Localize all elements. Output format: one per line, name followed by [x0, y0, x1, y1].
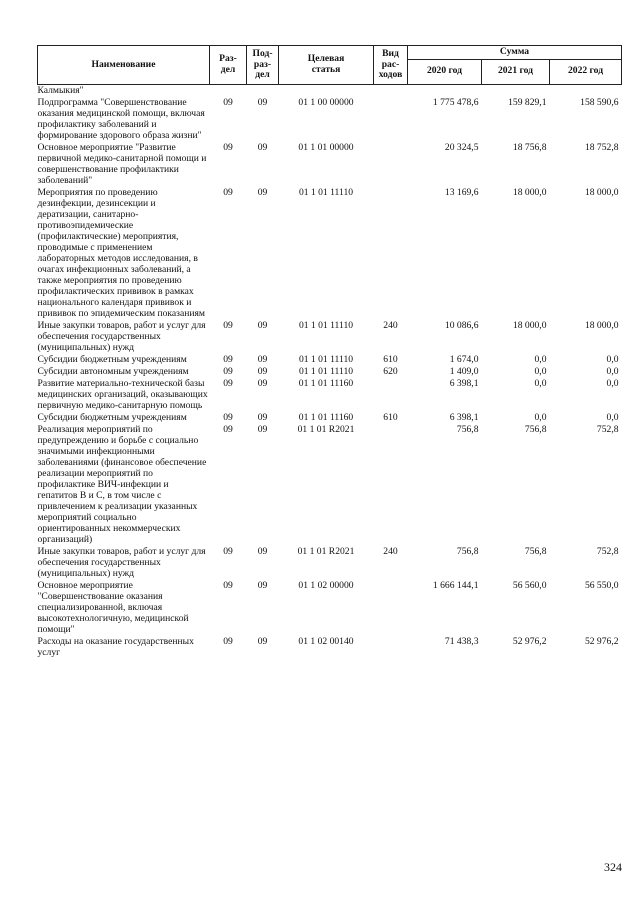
- row-celevaya: 01 1 01 00000: [298, 141, 354, 153]
- row-vid: [374, 142, 408, 187]
- row-razdel: 09: [223, 545, 233, 557]
- row-podrazdel: 09: [257, 411, 268, 423]
- row-vid: [374, 84, 408, 97]
- table-row: [38, 97, 622, 142]
- row-podrazdel: 09: [257, 545, 268, 557]
- table-header: [38, 46, 622, 85]
- row-podrazdel: 09: [257, 353, 268, 365]
- row-celevaya: 01 1 01 R2021: [297, 545, 355, 557]
- row-podrazdel: 09: [257, 579, 268, 591]
- row-celevaya: 01 1 01 11110: [298, 186, 354, 198]
- row-sum-2020: 756,8: [456, 545, 479, 557]
- row-name: Субсидии бюджетным учреждениям: [37, 353, 187, 365]
- row-sum-2020: 756,8: [456, 423, 479, 435]
- row-vid: [374, 187, 408, 320]
- row-name: Мероприятия по проведению дезинфекции, дезинсекции и дератизации, санитарно-противоэпидемические (профилактические) мероприятия, проводимые с применением лабораторных методов исследования, в очагах инфекционных заболеваний, а также мероприятия по проведению профилактических прививок в рамках национального календаря прививок и прививок по эпидемическим показаниям: [37, 186, 205, 319]
- row-sum-2020: 10 086,6: [444, 319, 479, 331]
- header-name: Наименование: [38, 46, 210, 85]
- row-vid: 610: [383, 353, 398, 365]
- header-summa: Сумма: [408, 46, 622, 60]
- row-name: Иные закупки товаров, работ и услуг для обеспечения государственных (муниципальных) нужд: [37, 319, 206, 353]
- row-podrazdel: 09: [257, 96, 268, 108]
- row-celevaya: 01 1 01 11110: [298, 319, 354, 331]
- row-name: Основное мероприятие "Совершенствование оказания специализированной, включая высокотехнологичную, медицинской помощи": [37, 579, 189, 635]
- row-sum-2020: 71 438,3: [444, 635, 479, 647]
- row-sum-2022: 0,0: [606, 411, 619, 423]
- row-sum-2021: 756,8: [524, 423, 547, 435]
- row-sum-2021: 0,0: [534, 353, 547, 365]
- row-podrazdel: 09: [257, 365, 268, 377]
- row-sum-2021: [482, 84, 550, 97]
- row-vid: 620: [383, 365, 398, 377]
- row-vid: [374, 636, 408, 659]
- row-sum-2021: 0,0: [534, 365, 547, 377]
- row-sum-2020: 1 666 144,1: [432, 579, 479, 591]
- row-vid: 610: [383, 411, 398, 423]
- row-sum-2021: 756,8: [524, 545, 547, 557]
- row-sum-2022: 0,0: [606, 377, 619, 389]
- row-sum-2022: 0,0: [606, 353, 619, 365]
- table-row: [38, 580, 622, 636]
- row-sum-2022: [550, 84, 622, 97]
- row-vid: [374, 97, 408, 142]
- row-sum-2022: 752,8: [596, 423, 619, 435]
- row-vid: [374, 580, 408, 636]
- row-sum-2021: 0,0: [534, 411, 547, 423]
- row-sum-2021: 52 976,2: [512, 635, 547, 647]
- table-row: [38, 636, 622, 659]
- row-celevaya: 01 1 01 11160: [298, 411, 354, 423]
- row-sum-2021: 159 829,1: [508, 96, 547, 108]
- row-sum-2020: 13 169,6: [444, 186, 479, 198]
- row-name: Реализация мероприятий по предупреждению и борьбе с социально значимыми инфекционными заболеваниями (финансовое обеспечение реализации мероприятий по профилактике ВИЧ-инфекции и гепатитов В и С, в том числе с привлечением к реализации указанных мероприятий социально ориентированных некоммерческих организаций): [37, 423, 207, 545]
- row-celevaya: 01 1 02 00000: [298, 579, 354, 591]
- row-name: Калмыкия": [37, 84, 84, 96]
- row-razdel: [210, 84, 247, 97]
- row-vid: 240: [383, 545, 398, 557]
- table-row: [38, 378, 622, 412]
- table-row: [38, 187, 622, 320]
- row-celevaya: 01 1 01 11110: [298, 353, 354, 365]
- row-razdel: 09: [223, 96, 233, 108]
- row-name: Подпрограмма "Совершенствование оказания медицинской помощи, включая профилактику заболеваний и формирование здорового образа жизни": [37, 96, 205, 141]
- table-row: [38, 354, 622, 366]
- table-row: [38, 424, 622, 546]
- row-name: Субсидии автономным учреждениям: [37, 365, 189, 377]
- row-vid: [374, 424, 408, 546]
- header-2022: 2022 год: [550, 59, 622, 84]
- page-number: 324: [604, 860, 622, 874]
- row-razdel: 09: [223, 423, 233, 435]
- row-sum-2022: 0,0: [606, 365, 619, 377]
- row-razdel: 09: [223, 353, 233, 365]
- row-sum-2020: [408, 84, 482, 97]
- row-sum-2022: 18 000,0: [584, 186, 619, 198]
- header-razdel: Раз- дел: [210, 46, 247, 85]
- row-razdel: 09: [223, 579, 233, 591]
- row-podrazdel: 09: [257, 377, 268, 389]
- row-razdel: 09: [223, 411, 233, 423]
- row-name: Развитие материально-технической базы медицинских организаций, оказывающих первичную медико-санитарную помощь: [37, 377, 208, 411]
- header-celevaya: Целевая статья: [279, 46, 374, 85]
- row-podrazdel: 09: [257, 423, 268, 435]
- row-sum-2021: 18 000,0: [512, 186, 547, 198]
- row-razdel: 09: [223, 186, 233, 198]
- table-body: [38, 84, 622, 659]
- row-celevaya: 01 1 01 R2021: [297, 423, 355, 435]
- row-razdel: 09: [223, 141, 233, 153]
- table-row: [38, 546, 622, 580]
- row-sum-2021: 0,0: [534, 377, 547, 389]
- row-name: Основное мероприятие "Развитие первичной медико-санитарной помощи и совершенствование профилактики заболеваний": [37, 141, 207, 186]
- row-sum-2020: 6 398,1: [449, 377, 479, 389]
- row-sum-2020: 1 775 478,6: [432, 96, 479, 108]
- budget-table: [37, 45, 622, 659]
- row-razdel: 09: [223, 635, 233, 647]
- row-sum-2020: 6 398,1: [449, 411, 479, 423]
- table-row: [38, 412, 622, 424]
- row-razdel: 09: [223, 377, 233, 389]
- row-celevaya: [279, 84, 374, 97]
- row-razdel: 09: [223, 319, 233, 331]
- row-vid: 240: [383, 319, 398, 331]
- row-podrazdel: 09: [257, 319, 268, 331]
- table-row: [38, 142, 622, 187]
- row-podrazdel: 09: [257, 186, 268, 198]
- row-sum-2022: 18 752,8: [584, 141, 619, 153]
- row-sum-2021: 56 560,0: [512, 579, 547, 591]
- row-sum-2022: 18 000,0: [584, 319, 619, 331]
- row-celevaya: 01 1 01 11110: [298, 365, 354, 377]
- row-podrazdel: [247, 84, 279, 97]
- row-sum-2020: 1 674,0: [449, 353, 479, 365]
- row-sum-2021: 18 000,0: [512, 319, 547, 331]
- row-sum-2021: 18 756,8: [512, 141, 547, 153]
- table-row: [38, 366, 622, 378]
- row-razdel: 09: [223, 365, 233, 377]
- row-sum-2022: 158 590,6: [580, 96, 619, 108]
- table-row: [38, 320, 622, 354]
- row-podrazdel: 09: [257, 635, 268, 647]
- row-sum-2020: 20 324,5: [444, 141, 479, 153]
- header-podrazdel: Под- раз- дел: [247, 46, 279, 85]
- row-name: Расходы на оказание государственных услуг: [37, 635, 194, 658]
- row-celevaya: 01 1 02 00140: [298, 635, 354, 647]
- row-name: Субсидии бюджетным учреждениям: [37, 411, 187, 423]
- row-podrazdel: 09: [257, 141, 268, 153]
- header-2020: 2020 год: [408, 59, 482, 84]
- row-sum-2020: 1 409,0: [449, 365, 479, 377]
- row-sum-2022: 52 976,2: [584, 635, 619, 647]
- row-name: Иные закупки товаров, работ и услуг для обеспечения государственных (муниципальных) нужд: [37, 545, 206, 579]
- header-vid: Вид рас- ходов: [374, 46, 408, 85]
- row-sum-2022: 56 550,0: [584, 579, 619, 591]
- row-vid: [374, 378, 408, 412]
- row-sum-2022: 752,8: [596, 545, 619, 557]
- table-row: [38, 84, 622, 97]
- header-2021: 2021 год: [482, 59, 550, 84]
- budget-page: [37, 45, 621, 659]
- row-celevaya: 01 1 01 11160: [298, 377, 354, 389]
- row-celevaya: 01 1 00 00000: [298, 96, 354, 108]
